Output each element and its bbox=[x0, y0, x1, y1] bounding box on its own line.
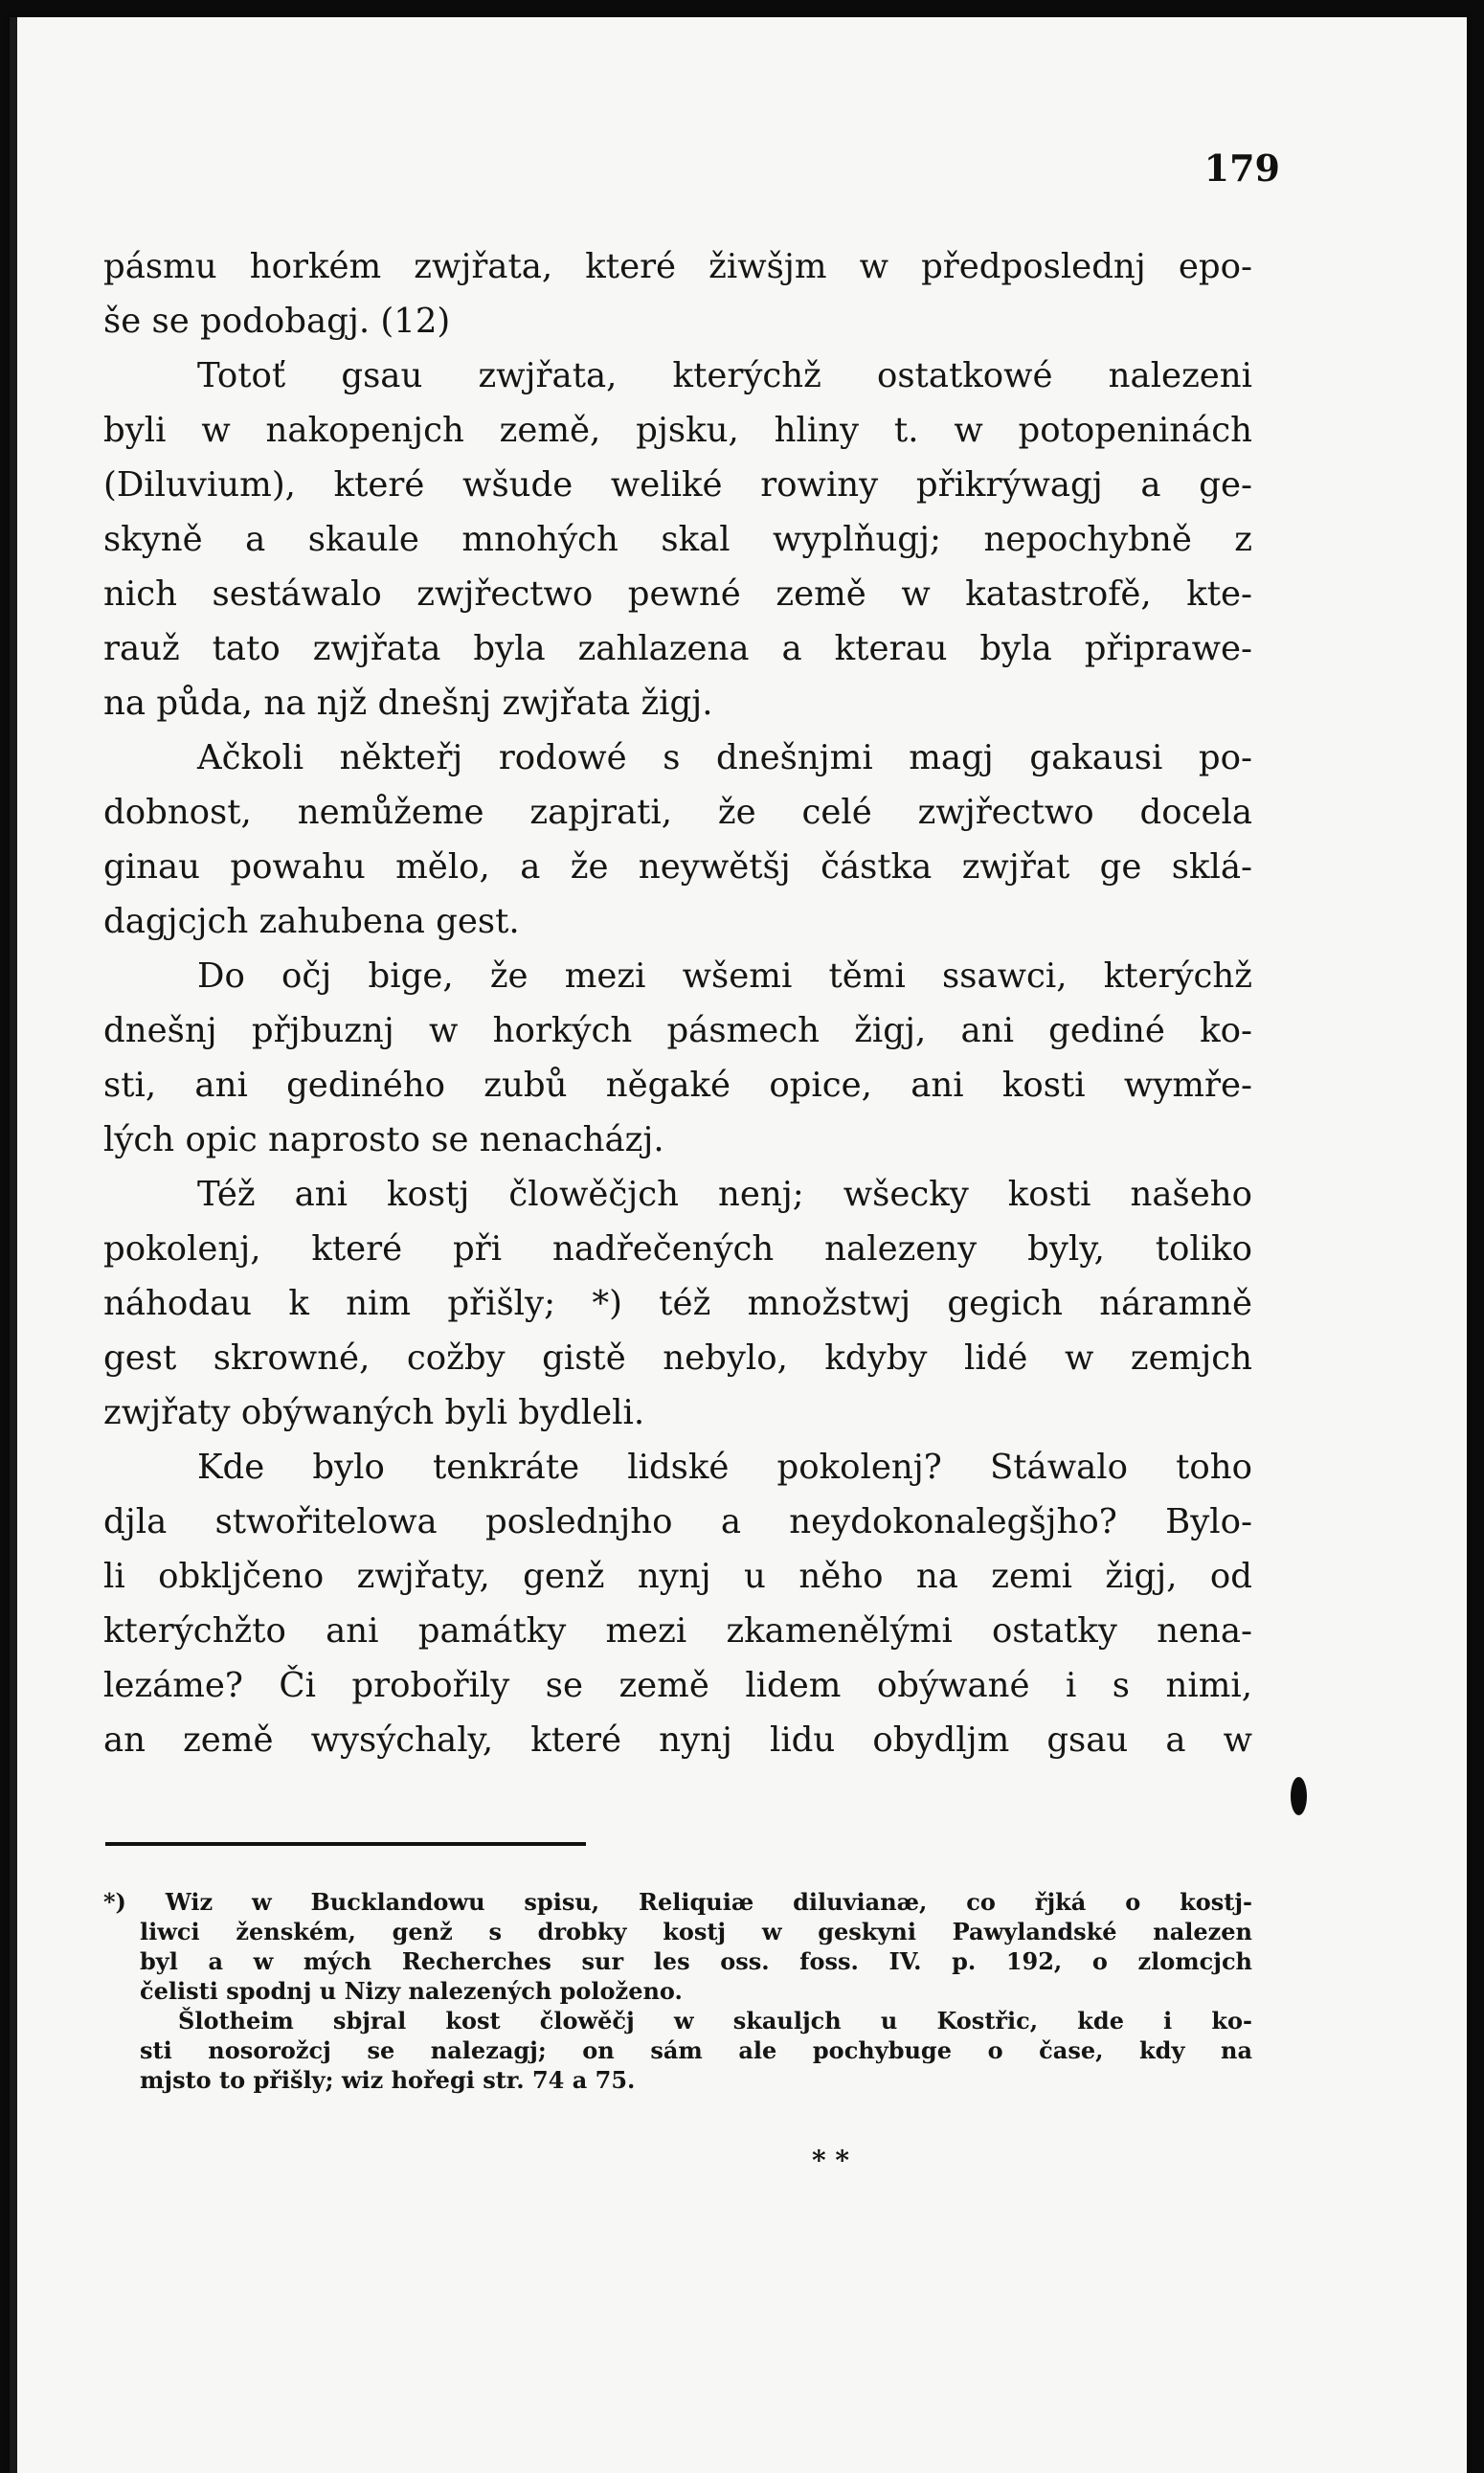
book-page bbox=[10, 17, 1467, 2473]
text-line: rauž tato zwjřata byla zahlazena a kterau byla připrawe- bbox=[103, 629, 1252, 668]
text-line: dnešnj přjbuznj w horkých pásmech žigj, ani gediné ko- bbox=[103, 1011, 1252, 1050]
page-edge bbox=[10, 17, 17, 2473]
text-line: an země wysýchaly, které nynj lidu obydljm gsau a w bbox=[103, 1720, 1252, 1760]
signature-mark: * * bbox=[812, 2145, 850, 2176]
text-line: dobnost, nemůžeme zapjrati, že celé zwjřectwo docela bbox=[103, 793, 1252, 832]
text-line: skyně a skaule mnohých skal wyplňugj; nepochybně z bbox=[103, 520, 1252, 559]
footnote-line: mjsto to přišly; wiz hořegi str. 74 a 75. bbox=[140, 2066, 636, 2094]
text-line: ginau powahu mělo, a že neywětšj částka zwjřat ge sklá- bbox=[103, 847, 1252, 887]
text-line: nich sestáwalo zwjřectwo pewné země w katastrofě, kte- bbox=[103, 574, 1252, 614]
text-line: Ačkoli někteřj rodowé s dnešnjmi magj gakausi po- bbox=[197, 738, 1252, 777]
text-line: sti, ani gediného zubů něgaké opice, ani kosti wymře- bbox=[103, 1066, 1252, 1105]
text-line: (Diluvium), které wšude weliké rowiny přikrýwagj a ge- bbox=[103, 465, 1252, 505]
ink-spot bbox=[1291, 1777, 1307, 1815]
footnote-line: liwci ženském, genž s drobky kostj w geskyni Pawylandské nalezen bbox=[140, 1918, 1252, 1945]
footnote-line: sti nosorožcj se nalezagj; on sám ale pochybuge o čase, kdy na bbox=[140, 2036, 1252, 2064]
text-line: pásmu horkém zwjřata, které žiwšjm w předposlednj epo- bbox=[103, 247, 1252, 286]
text-line: zwjřaty obýwaných byli bydleli. bbox=[103, 1393, 645, 1432]
text-line: kterýchžto ani památky mezi zkamenělými ostatky nena- bbox=[103, 1611, 1252, 1651]
footnote-line: *) Wiz w Bucklandowu spisu, Reliquiæ diluvianæ, co řjká o kostj- bbox=[103, 1888, 1252, 1916]
text-line: byli w nakopenjch země, pjsku, hliny t. w potopeninách bbox=[103, 411, 1252, 450]
page-number: 179 bbox=[1203, 146, 1280, 190]
text-line: djla stwořitelowa poslednjho a neydokonalegšjho? Bylo- bbox=[103, 1502, 1252, 1541]
footnote-line: čelisti spodnj u Nizy nalezených položeno. bbox=[140, 1977, 683, 2005]
footnote-line: Šlotheim sbjral kost člowěčj w skauljch u Kostřic, kde i ko- bbox=[178, 2007, 1252, 2035]
text-line: lezáme? Či probořily se země lidem obýwané i s nimi, bbox=[103, 1666, 1252, 1705]
footnotes bbox=[103, 1887, 1252, 2095]
text-line: lých opic naprosto se nenacházj. bbox=[103, 1120, 664, 1159]
text-line: na půda, na njž dnešnj zwjřata žigj. bbox=[103, 684, 713, 723]
footnote-separator bbox=[105, 1842, 586, 1846]
text-line: Do očj bige, že mezi wšemi těmi ssawci, kterýchž bbox=[197, 956, 1252, 996]
text-line: Kde bylo tenkráte lidské pokolenj? Stáwalo toho bbox=[197, 1448, 1252, 1487]
text-line: Též ani kostj člowěčjch nenj; wšecky kosti našeho bbox=[197, 1175, 1252, 1214]
body-text bbox=[103, 239, 1252, 1767]
footnote-line: byl a w mých Recherches sur les oss. foss. IV. p. 192, o zlomcjch bbox=[140, 1947, 1252, 1975]
text-line: Totoť gsau zwjřata, kterýchž ostatkowé nalezeni bbox=[197, 356, 1252, 395]
text-line: dagjcjch zahubena gest. bbox=[103, 902, 520, 941]
text-line: še se podobagj. (12) bbox=[103, 302, 451, 341]
text-line: gest skrowné, cožby gistě nebylo, kdyby lidé w zemjch bbox=[103, 1338, 1252, 1378]
text-line: li obkljčeno zwjřaty, genž nynj u něho na zemi žigj, od bbox=[103, 1557, 1252, 1596]
text-line: pokolenj, které při nadřečených nalezeny byly, toliko bbox=[103, 1229, 1252, 1269]
text-line: náhodau k nim přišly; *) též množstwj gegich náramně bbox=[103, 1284, 1252, 1323]
